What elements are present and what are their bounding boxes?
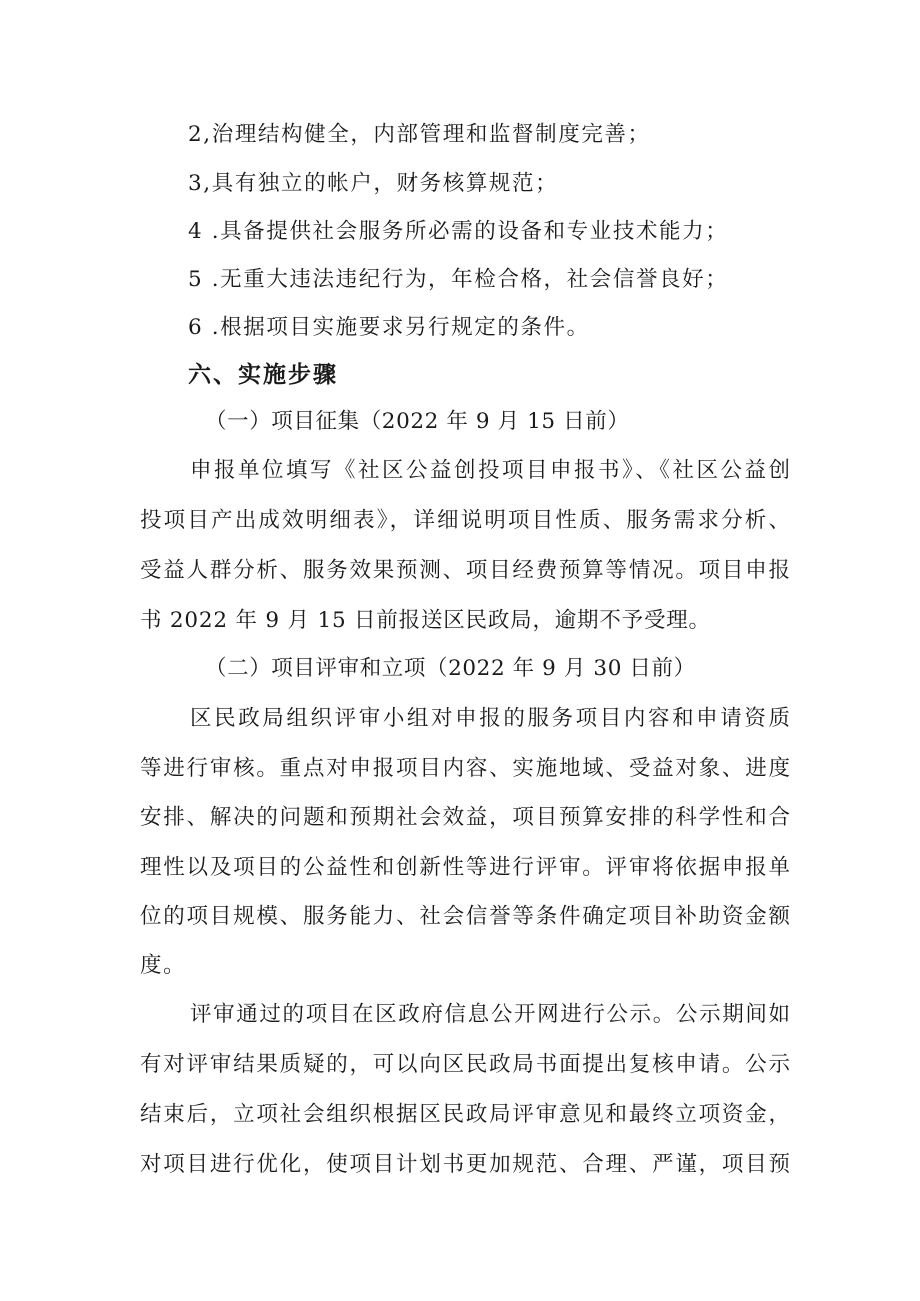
paragraph-line: 书 2022 年 9 月 15 日前报送区民政局，逾期不予受理。 bbox=[140, 608, 711, 633]
paragraph-line: 申报单位填写《社区公益创投项目申报书》、《社区公益创 bbox=[190, 458, 790, 483]
list-item-4: 4 .具备提供社会服务所必需的设备和专业技术能力； bbox=[188, 219, 729, 244]
list-item-5: 5 .无重大违法违纪行为，年检合格，社会信誉良好； bbox=[188, 267, 729, 292]
paragraph-line: 区民政局组织评审小组对申报的服务项目内容和申请资质 bbox=[190, 706, 790, 731]
subsection-title-2: （二）项目评审和立项（2022 年 9 月 30 日前） bbox=[205, 656, 696, 681]
paragraph-line: 理性以及项目的公益性和创新性等进行评审。评审将依据申报单 bbox=[140, 855, 790, 880]
list-item-2: 2,治理结构健全，内部管理和监督制度完善； bbox=[188, 122, 651, 147]
paragraph-line: 度。 bbox=[140, 953, 187, 978]
subsection-title-1: （一）项目征集（2022 年 9 月 15 日前） bbox=[205, 409, 630, 434]
list-item-3: 3,具有独立的帐户，财务核算规范； bbox=[188, 171, 559, 196]
paragraph-line: 位的项目规模、服务能力、社会信誉等条件确定项目补助资金额 bbox=[140, 904, 790, 929]
paragraph-line: 有对评审结果质疑的，可以向区民政局书面提出复核申请。公示 bbox=[140, 1052, 790, 1077]
list-item-6: 6 .根据项目实施要求另行规定的条件。 bbox=[188, 315, 590, 340]
paragraph-line: 等进行审核。重点对申报项目内容、实施地域、受益对象、进度 bbox=[140, 756, 790, 781]
paragraph-line: 评审通过的项目在区政府信息公开网进行公示。公示期间如 bbox=[190, 1002, 790, 1027]
paragraph-line: 投项目产出成效明细表》，详细说明项目性质、服务需求分析、 bbox=[140, 508, 790, 533]
paragraph-line: 对项目进行优化，使项目计划书更加规范、合理、严谨，项目预 bbox=[140, 1152, 790, 1177]
paragraph-line: 结束后，立项社会组织根据区民政局评审意见和最终立项资金， bbox=[140, 1102, 790, 1127]
paragraph-line: 安排、解决的问题和预期社会效益，项目预算安排的科学性和合 bbox=[140, 805, 790, 830]
paragraph-line: 受益人群分析、服务效果预测、项目经费预算等情况。项目申报 bbox=[140, 558, 790, 583]
section-heading: 六、实施步骤 bbox=[188, 362, 338, 388]
